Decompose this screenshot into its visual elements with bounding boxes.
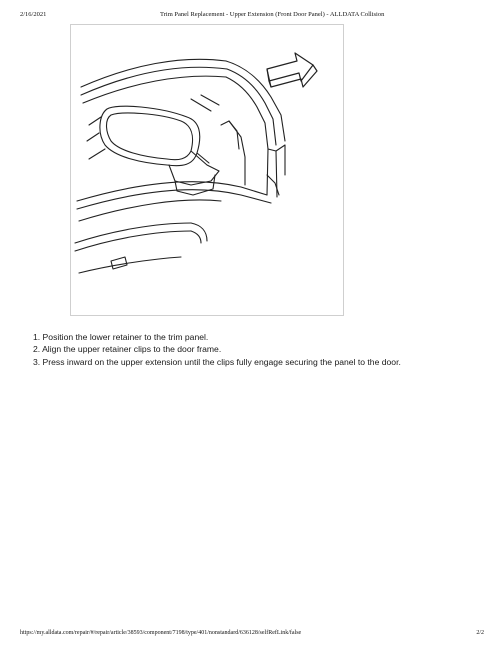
document-title: Trim Panel Replacement - Upper Extension (Front Door Panel) - ALLDATA Collision <box>160 11 385 18</box>
step-1: 1. Position the lower retainer to the trim panel. <box>33 332 209 342</box>
illustration-figure <box>70 24 344 316</box>
page-number: 2/2 <box>476 630 484 636</box>
door-frame-illustration <box>71 25 344 316</box>
step-2: 2. Align the upper retainer clips to the door frame. <box>33 344 222 355</box>
print-date: 2/16/2021 <box>20 11 47 18</box>
step-3: 3. Press inward on the upper extension until the clips fully engage securing the panel to the door. <box>33 356 401 367</box>
source-url: https://my.alldata.com/repair/#/repair/article/38593/component/7198/type/401/nonstandard/636128/selfRefLink/false <box>20 630 302 636</box>
instruction-steps <box>33 331 401 368</box>
